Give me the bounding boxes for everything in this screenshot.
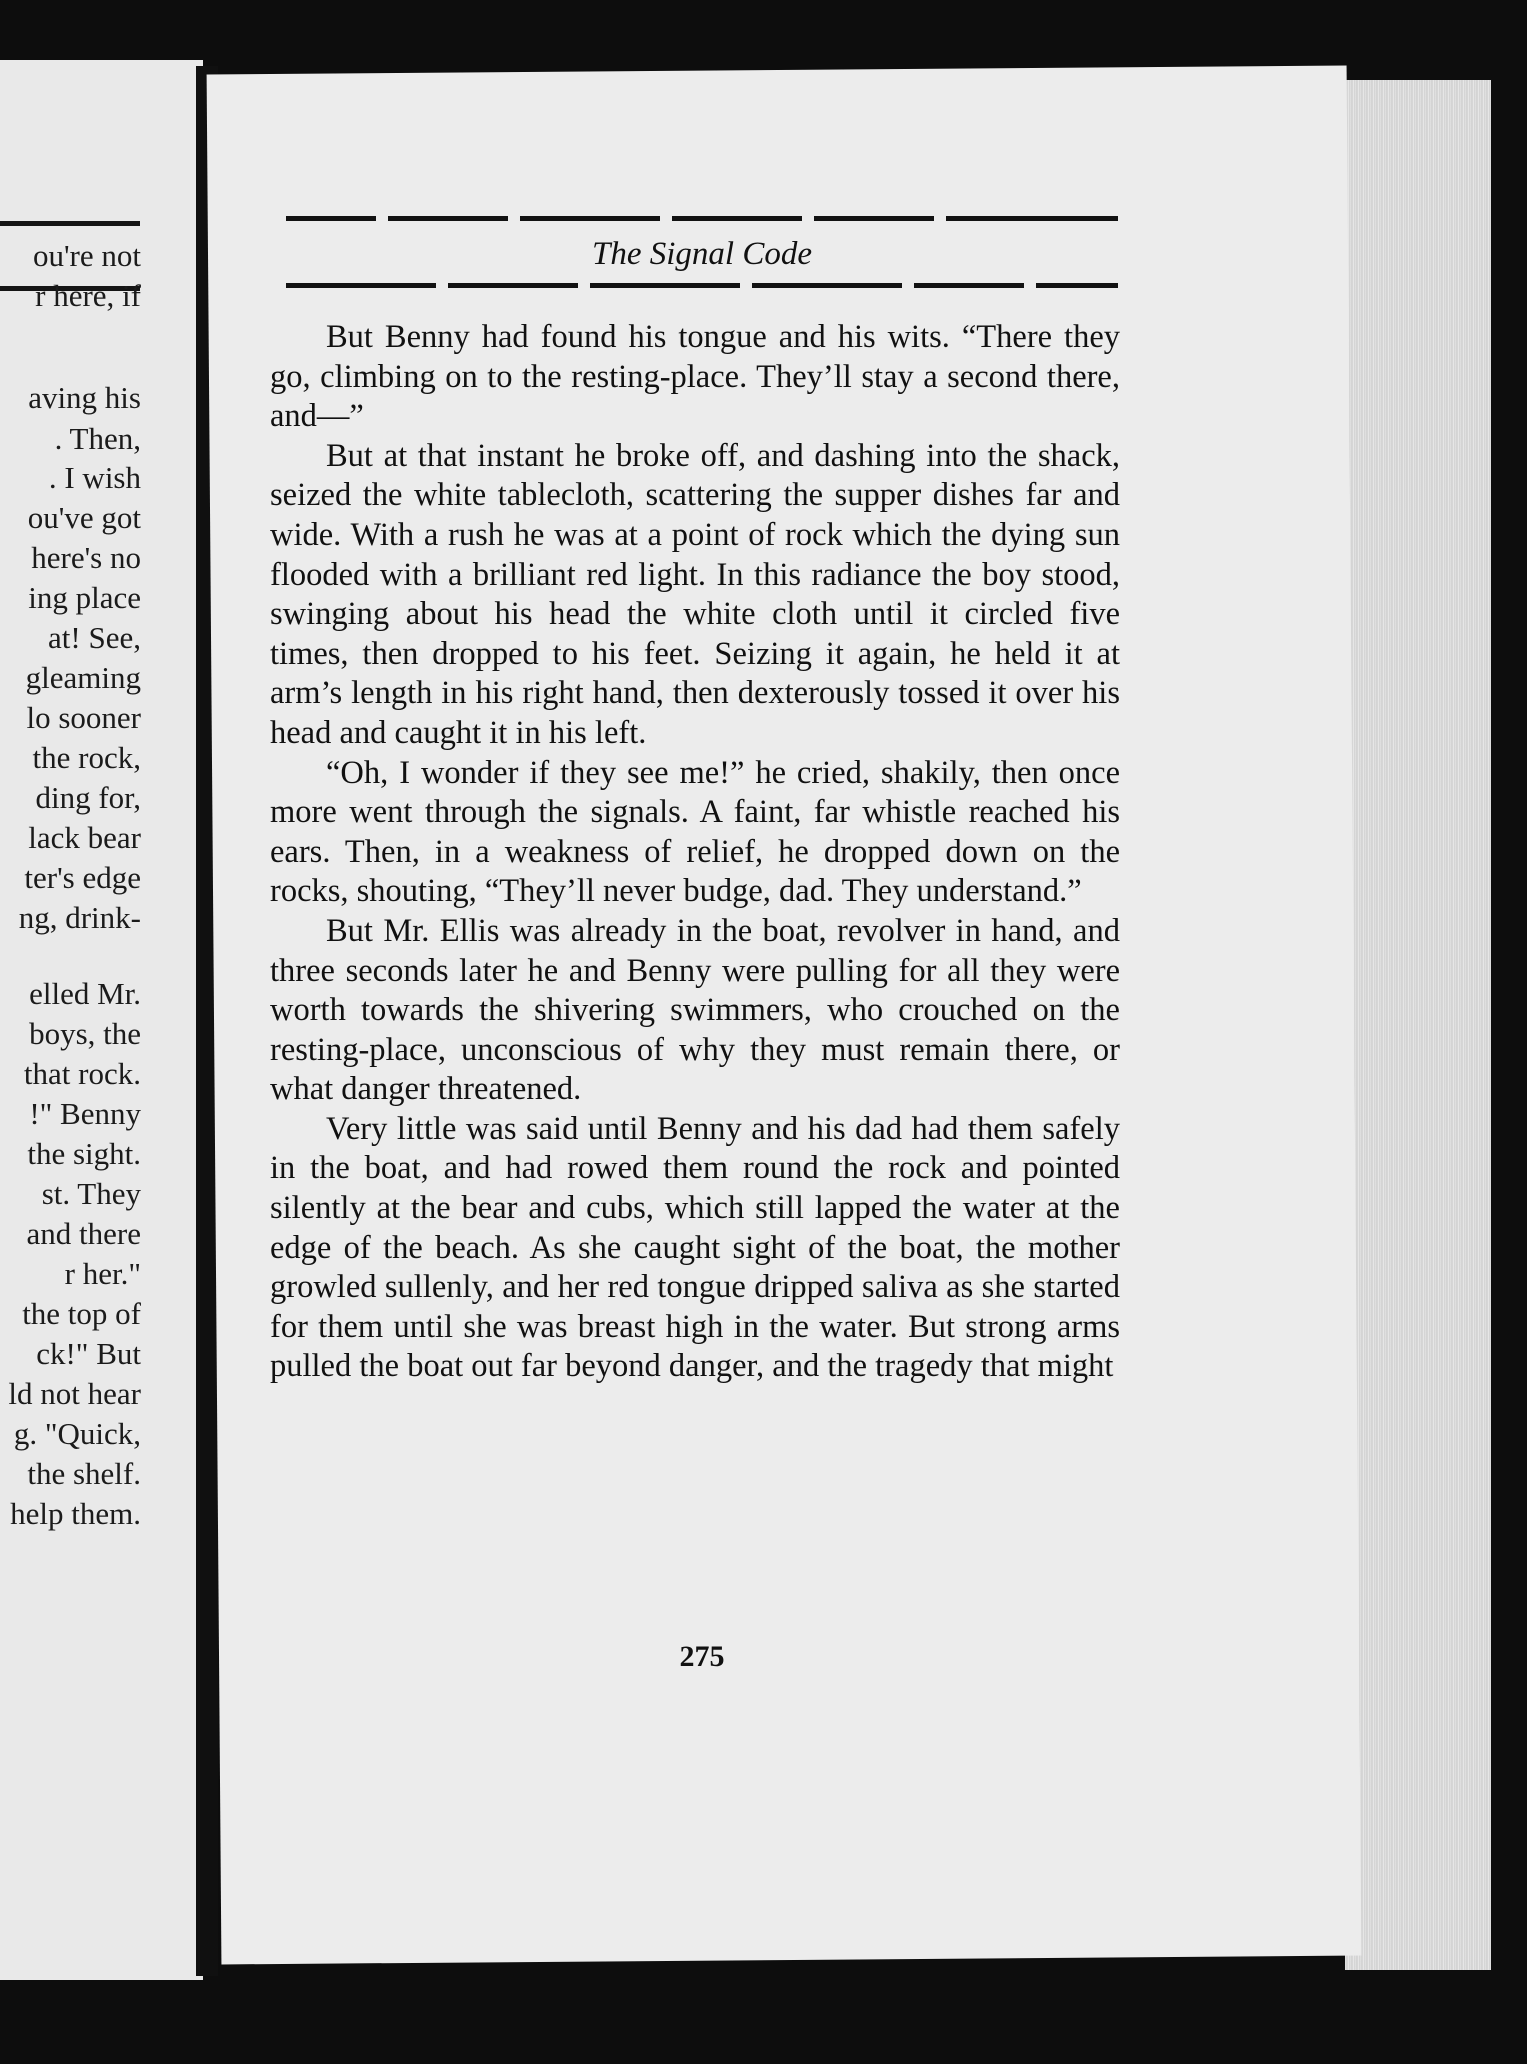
left-page-line: ou've got (27, 500, 141, 535)
paragraph: Very little was said until Benny and his dad had them safely in the boat, and had rowed them round the rock and pointed silently at the bear and cubs, which still lapped the water at the edge of the beach. As she caught sight of the boat, the mother growled sullenly, and her red tongue dripped saliva as she started for them until she was breast high in the water. But strong arms pulled the boat out far beyond danger, and the tragedy that might (270, 1110, 1120, 1385)
left-page-line: that rock. (23, 1056, 141, 1091)
paragraph: But Benny had found his tongue and his wits. “There they go, climbing on to the resting-place. They’ll stay a second there, and—” (270, 319, 1120, 435)
page-number: 275 (679, 1640, 725, 1673)
left-page-line: r here, if (35, 278, 141, 313)
left-page-line: gleaming (25, 660, 141, 695)
paragraph: But Mr. Ellis was already in the boat, revolver in hand, and three seconds later he and Benny were pulling for all they were worth towards the shivering swimmers, who crouched on the resting-place, unconscious of why they must remain there, or what danger threatened. (270, 912, 1120, 1108)
left-page-line: !" Benny (29, 1096, 141, 1131)
left-page-line: st. They (41, 1176, 141, 1211)
left-page-line: lo sooner (26, 700, 141, 735)
left-page-line: the shelf. (27, 1456, 141, 1491)
running-head: The Signal Code (592, 236, 812, 272)
left-page-line: ng, drink- (18, 900, 141, 935)
left-page-line: here's no (31, 540, 141, 575)
left-page-line: ding for, (35, 780, 141, 815)
head-rule-bottom (286, 283, 1118, 288)
head-rule-top (286, 216, 1118, 221)
left-page-line: g. "Quick, (13, 1416, 141, 1451)
left-page-line: boys, the (29, 1016, 141, 1051)
left-page-line: ck!" But (36, 1336, 141, 1371)
left-page-line: the top of (22, 1296, 141, 1331)
body-text (270, 318, 1120, 1387)
left-page-line: ou're not (32, 238, 141, 273)
left-page-line: the rock, (32, 740, 141, 775)
left-page-line: the sight. (27, 1136, 141, 1171)
page-edges (1345, 80, 1491, 1970)
left-page-line: ter's edge (24, 860, 141, 895)
left-page-line: ld not hear (8, 1376, 141, 1411)
left-page-line: aving his (28, 380, 141, 415)
left-page-line: . I wish (48, 460, 141, 495)
paragraph: “Oh, I wonder if they see me!” he cried, shakily, then once more went through the signals. A faint, far whistle reached his ears. Then, in a weakness of relief, he dropped down on the rocks, shouting, “They’ll never budge, dad. They understand.” (270, 754, 1120, 910)
left-page-line: lack bear (28, 820, 141, 855)
left-page-line: elled Mr. (29, 976, 141, 1011)
left-page-line: help them. (10, 1496, 141, 1531)
left-page-line: . Then, (54, 421, 141, 456)
left-page-line: at! See, (48, 620, 141, 655)
left-rule-top (0, 221, 140, 226)
left-page-line: r her." (64, 1256, 141, 1291)
left-page (0, 60, 203, 1980)
left-page-line: and there (26, 1216, 141, 1251)
paragraph: But at that instant he broke off, and dashing into the shack, seized the white tablecloth, scattering the supper dishes far and wide. With a rush he was at a point of rock which the dying sun flooded with a brilliant red light. In this radiance the boy stood, swinging about his head the white cloth until it circled five times, then dropped to his feet. Seizing it again, he held it at arm’s length in his right hand, then dexterously tossed it over his head and caught it in his left. (270, 437, 1120, 751)
left-page-line: ing place (28, 580, 141, 615)
